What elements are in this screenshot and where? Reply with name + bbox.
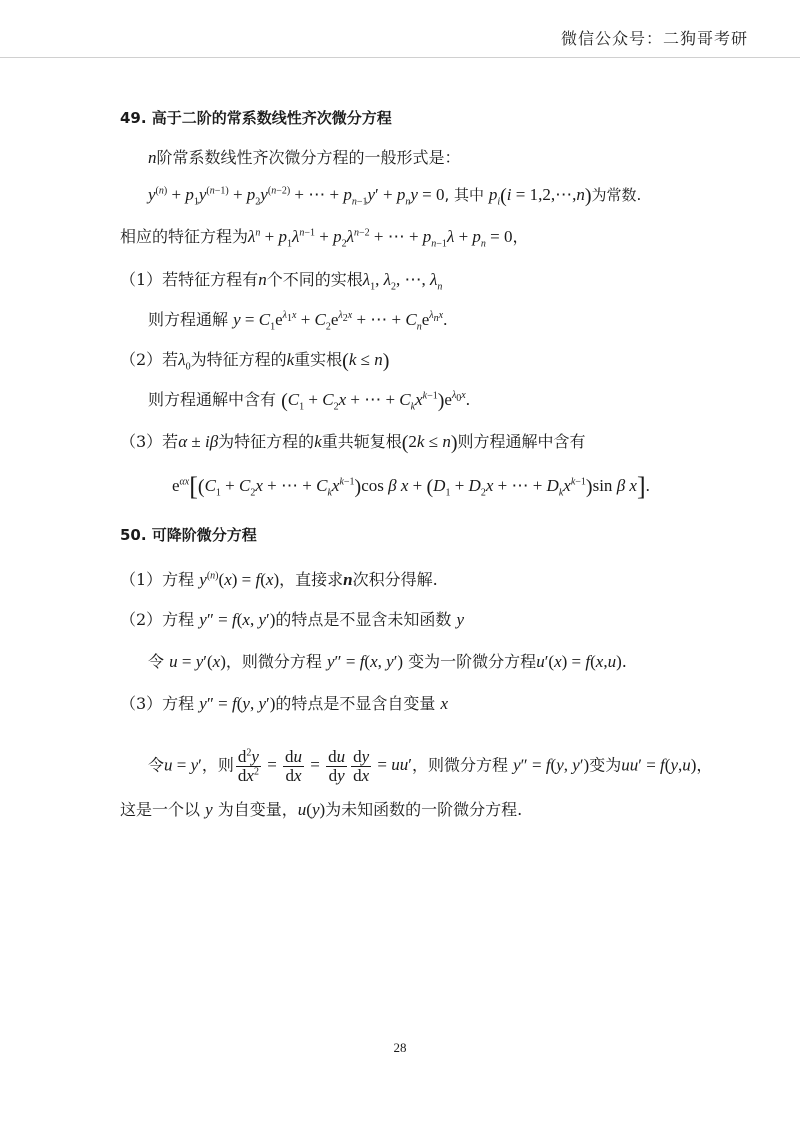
case-1-solution: 则方程通解 $y = C_1e^{\lambda_1x} + C_2e^{\lambda_2x}$ + ⋯ + $C_ne^{\lambda_nx}$.: [148, 310, 448, 333]
case-1: （1）若特征方程有n个不同的实根$\lambda_1$, $\lambda_2$, ⋯, $\lambda_n$: [120, 270, 443, 293]
section-49-title: 49. 高于二阶的常系数线性齐次微分方程: [120, 109, 392, 127]
type-3: （3）方程 y″ = f(y, y′)的特点是不显含自变量 x: [120, 694, 449, 713]
header-divider: [0, 57, 800, 58]
intro-text: n阶常系数线性齐次微分方程的一般形式是：: [148, 148, 461, 167]
characteristic-equation: 相应的特征方程为$\lambda^n + p_1\lambda^{n-1} + p_2\lambda^{n-2}$ + ⋯ + $p_{n-1}\lambda + p_n = 0$，: [120, 227, 529, 250]
closing-statement: 这是一个以 y 为自变量，u(y)为未知函数的一阶微分方程.: [120, 800, 523, 819]
case-2: （2）若$\lambda_0$为特征方程的k重实根(k ≤ n): [120, 350, 390, 373]
case-3-solution: $e^{\alpha x}[(C_1 + C_2x$ + ⋯ + $C_kx^{k-1})\cos$ β $x + (D_1 + D_2x$ + ⋯ + $D_kx^{k-1})\sin$ β x].: [172, 472, 650, 502]
case-3: （3）若α ± iβ为特征方程的k重共轭复根(2k ≤ n)则方程通解中含有: [120, 432, 586, 455]
watermark-header: 微信公众号：二狗哥考研: [560, 29, 748, 48]
case-2-solution: 则方程通解中含有 ($C_1 + C_2x$ + ⋯ + $C_kx^{k-1})e^{\lambda_0x}$.: [148, 390, 470, 413]
section-50-title: 50. 可降阶微分方程: [120, 526, 257, 544]
type-3-substitution: 令u = y′，则 $\frac{d^2y}{dx^2}$ = $\frac{du}{dx}$ = $\frac{du}{dy}$ $\frac{dy}{dx}$ = uu′，则微分方程 y″ = f(y, y′)变为uu′ = f(y,u)，: [148, 747, 713, 785]
page-number: 28: [393, 1040, 407, 1055]
type-2-substitution: 令 u = y′(x)，则微分方程 y″ = f(x, y′) 变为一阶微分方程u′(x) = f(x,u).: [148, 652, 627, 671]
general-equation: $y^{(n)} + p_1y^{(n-1)} + p_2y^{(n-2)}$ + ⋯ + $p_{n-1}y' + p_ny = 0$, 其中 $p_i(i$ = 1,2,⋯,n)为常数.: [148, 185, 642, 208]
type-2: （2）方程 y″ = f(x, y′)的特点是不显含未知函数 y: [120, 610, 465, 629]
type-1: （1）方程 $y^{(n)}(x) = f(x)$，直接求n次积分得解.: [120, 570, 438, 589]
